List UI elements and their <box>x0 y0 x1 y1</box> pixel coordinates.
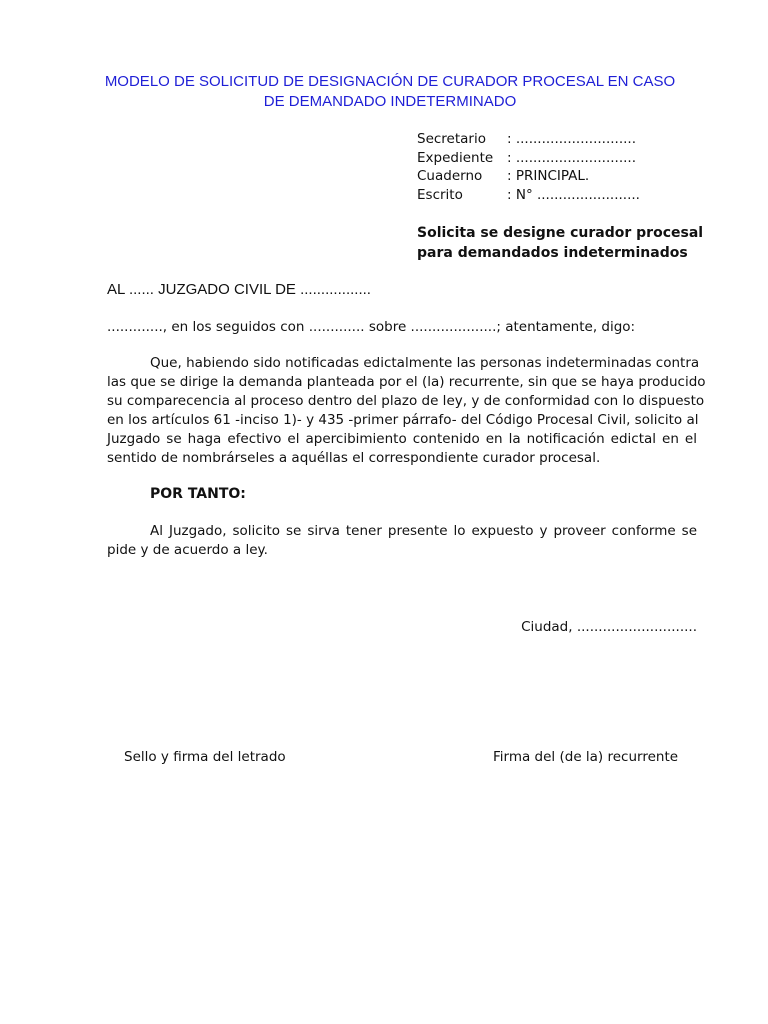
court-addressee: AL ...... JUZGADO CIVIL DE ................. <box>107 281 371 298</box>
paragraph-line: las que se dirige la demanda planteada por el (la) recurrente, sin que se haya producido <box>107 374 706 390</box>
field-cuaderno <box>417 167 640 186</box>
field-value: : ............................ <box>507 149 636 166</box>
field-escrito <box>417 186 640 205</box>
field-label: Cuaderno <box>417 168 483 184</box>
body-paragraph-2 <box>107 522 697 560</box>
por-tanto-heading: POR TANTO: <box>150 486 246 502</box>
field-label: Expediente <box>417 149 494 166</box>
field-secretario <box>417 130 640 149</box>
paragraph-line: sentido de nombrárseles a aquéllas el correspondiente curador procesal. <box>107 450 601 466</box>
city-date-line: Ciudad, ............................ <box>521 619 697 635</box>
paragraph-line: Al Juzgado, solicito se sirva tener presente lo expuesto y proveer conforme se <box>150 523 697 539</box>
subject-line-2: para demandados indeterminados <box>417 245 688 261</box>
lawyer-signature-label: Sello y firma del letrado <box>124 749 286 765</box>
paragraph-line: Juzgado se haga efectivo el apercibimiento contenido en la notificación edictal en el <box>107 431 697 447</box>
subject-line-1: Solicita se designe curador procesal <box>417 225 704 241</box>
intro-line: ............., en los seguidos con ............. sobre ....................; atentamente, digo: <box>107 319 636 335</box>
field-label: Escrito <box>417 186 463 203</box>
title-line-2: DE DEMANDADO INDETERMINADO <box>263 93 517 110</box>
field-value: : PRINCIPAL. <box>507 168 590 184</box>
field-label: Secretario <box>417 131 486 147</box>
paragraph-line: su comparecencia al proceso dentro del plazo de ley, y de conformidad con lo dispuesto <box>107 393 705 409</box>
paragraph-line: Que, habiendo sido notificadas edictalmente las personas indeterminadas contra <box>150 355 700 371</box>
applicant-signature-label: Firma del (de la) recurrente <box>493 749 679 765</box>
body-paragraph-1 <box>107 354 706 468</box>
field-value: : N° ........................ <box>507 186 640 203</box>
field-value: : ............................ <box>507 131 636 147</box>
paragraph-line: pide y de acuerdo a ley. <box>107 542 268 558</box>
field-expediente <box>417 149 640 168</box>
case-fields <box>417 130 640 204</box>
document-title <box>90 72 690 112</box>
paragraph-line: en los artículos 61 -inciso 1)- y 435 -primer párrafo- del Código Procesal Civil, solicito al <box>107 412 699 428</box>
title-line-1: MODELO DE SOLICITUD DE DESIGNACIÓN DE CURADOR PROCESAL EN CASO <box>104 73 676 90</box>
request-subject <box>417 223 703 263</box>
